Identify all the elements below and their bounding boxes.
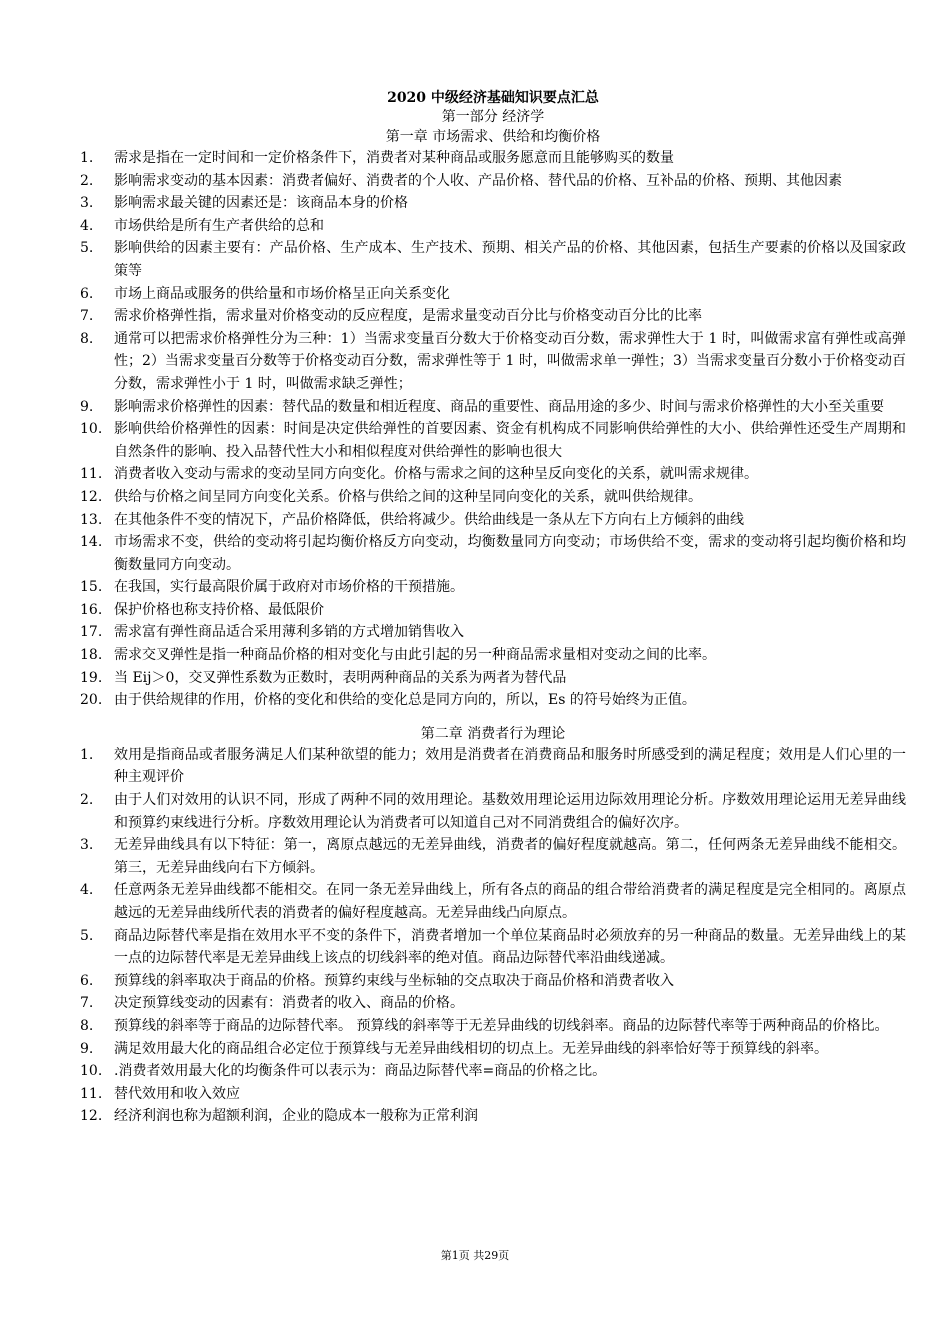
item-number: 10. [80,421,103,438]
chapter-1-list [80,147,906,712]
item-text: 替代效用和收入效应 [114,1085,240,1102]
list-item [80,744,906,789]
item-text: 影响需求变动的基本因素：消费者偏好、消费者的个人收、产品价格、替代品的价格、互补品的价格、预期、其他因素 [114,172,842,189]
item-text: 影响供给的因素主要有：产品价格、生产成本、生产技术、预期、相关产品的价格、其他因素，包括生产要素的价格以及国家政策等 [114,240,906,279]
item-text: 市场上商品或服务的供给量和市场价格呈正向关系变化 [114,285,450,302]
item-text: 需求是指在一定时间和一定价格条件下，消费者对某种商品或服务愿意而且能够购买的数量 [114,150,674,166]
chapter-2-title: 第二章 消费者行为理论 [420,725,566,742]
item-text: 预算线的斜率取决于商品的价格。预算约束线与坐标轴的交点取决于商品价格和消费者收入 [114,972,674,989]
list-item [80,834,906,879]
list-item [80,237,906,282]
item-number: 3. [80,837,94,854]
item-text: 通常可以把需求价格弹性分为三种：1）当需求变量百分数大于价格变动百分数，需求弹性大于 1 时，叫做需求富有弹性或高弹性；2）当需求变量百分数等于价格变动百分数，需求弹性等于 1 时，叫做需求单一弹性；3）当需求变量百分数小于价格变动百分数，需求弹性小于 1 时，叫做需求缺乏弹性； [114,330,906,392]
item-number: 14. [80,534,103,551]
item-number: 13. [80,511,103,528]
item-number: 11. [80,466,103,483]
item-text: 需求交叉弹性是指一种商品价格的相对变化与由此引起的另一种商品需求量相对变动之间的比率。 [114,647,716,664]
item-text: 消费者收入变动与需求的变动呈同方向变化。价格与需求之间的这种呈反向变化的关系，就叫需求规律。 [114,466,758,483]
item-text: 需求价格弹性指，需求量对价格变动的反应程度，是需求量变动百分比与价格变动百分比的比率 [114,308,702,325]
page-footer: 第1页 共29页 [440,1249,510,1262]
item-text: 市场供给是所有生产者供给的总和 [114,217,324,234]
item-number: 7. [80,308,94,325]
item-number: 4. [80,217,94,234]
item-text: 当 Eij＞0，交叉弹性系数为正数时，表明两种商品的关系为两者为替代品 [114,669,567,686]
item-text: 效用是指商品或者服务满足人们某种欲望的能力；效用是消费者在消费商品和服务时所感受到的满足程度；效用是人们心里的一种主观评价 [114,746,906,786]
list-item [80,992,906,1015]
chapter-1-title: 第一章 市场需求、供给和均衡价格 [385,129,601,145]
item-text: 需求富有弹性商品适合采用薄利多销的方式增加销售收入 [114,624,464,641]
document-title: 2020 中级经济基础知识要点汇总 [387,90,599,106]
item-number: 6. [80,285,94,302]
item-number: 3. [80,195,94,212]
item-text: 预算线的斜率等于商品的边际替代率。 预算线的斜率等于无差异曲线的切线斜率。商品的边际替代率等于两种商品的价格比。 [114,1017,889,1034]
item-number: 1. [80,746,94,763]
item-number: 10. [80,1063,103,1080]
item-text: 影响需求价格弹性的因素：替代品的数量和相近程度、商品的重要性、商品用途的多少、时间与需求价格弹性的大小至关重要 [114,398,884,415]
item-number: 9. [80,1040,94,1057]
item-text: 在我国，实行最高限价属于政府对市场价格的干预措施。 [114,579,464,596]
item-text: 满足效用最大化的商品组合必定位于预算线与无差异曲线相切的切点上。无差异曲线的斜率恰好等于预算线的斜率。 [114,1040,828,1057]
part-title: 第一部分 经济学 [441,109,545,125]
list-item [80,621,906,644]
item-number: 7. [80,995,94,1012]
document-body [80,89,906,1128]
item-text: 市场需求不变，供给的变动将引起均衡价格反方向变动，均衡数量同方向变动；市场供给不变，需求的变动将引起均衡价格和均衡数量同方向变动。 [114,534,906,573]
list-item [80,531,906,576]
item-text: 经济利润也称为超额利润，企业的隐成本一般称为正常利润 [114,1108,478,1125]
item-text: 由于人们对效用的认识不同，形成了两种不同的效用理论。基数效用理论运用边际效用理论分析。序数效用理论运用无差异曲线和预算约束线进行分析。序数效用理论认为消费者可以知道自己对不同消费组合的偏好次序。 [114,792,906,831]
item-number: 1. [80,150,94,166]
list-item [80,1060,906,1083]
item-number: 4. [80,882,94,899]
list-item [80,925,906,970]
item-text: 无差异曲线具有以下特征：第一，离原点越远的无差异曲线，消费者的偏好程度就越高。第二，任何两条无差异曲线不能相交。第三，无差异曲线向右下方倾斜。 [114,837,906,876]
item-number: 12. [80,488,103,505]
item-text: 影响供给价格弹性的因素：时间是决定供给弹性的首要因素、资金有机构成不同影响供给弹性的大小、供给弹性还受生产周期和自然条件的影响、投入品替代性大小和相似程度对供给弹性的影响也很大 [114,421,906,460]
list-item [80,328,906,396]
item-text: 由于供给规律的作用，价格的变化和供给的变化总是同方向的，所以，Es 的符号始终为正值。 [114,692,696,709]
list-item [80,215,906,238]
item-number: 2. [80,792,94,809]
list-item [80,1083,906,1106]
item-text: 保护价格也称支持价格、最低限价 [114,601,324,618]
item-text: 任意两条无差异曲线都不能相交。在同一条无差异曲线上，所有各点的商品的组合带给消费者的满足程度是完全相同的。离原点越远的无差异曲线所代表的消费者的偏好程度越高。无差异曲线凸向原点。 [114,882,906,921]
item-text: .消费者效用最大化的均衡条件可以表示为：商品边际替代率=商品的价格之比。 [114,1063,607,1080]
item-number: 18. [80,647,103,664]
list-item [80,418,906,463]
item-number: 19. [80,669,103,686]
item-number: 8. [80,330,94,347]
item-text: 决定预算线变动的因素有：消费者的收入、商品的价格。 [114,995,464,1012]
item-number: 2. [80,172,94,189]
item-number: 6. [80,972,94,989]
list-item [80,576,906,599]
item-number: 15. [80,579,103,596]
list-item [80,486,906,509]
list-item [80,305,906,328]
list-item [80,879,906,924]
item-text: 影响需求最关键的因素还是：该商品本身的价格 [114,195,408,212]
item-number: 5. [80,927,94,944]
list-item [80,789,906,834]
item-text: 商品边际替代率是指在效用水平不变的条件下，消费者增加一个单位某商品时必须放弃的另一种商品的数量。无差异曲线上的某一点的边际替代率是无差异曲线上该点的切线斜率的绝对值。商品边际替代率沿曲线递减。 [114,927,906,967]
item-text: 供给与价格之间呈同方向变化关系。价格与供给之间的这种呈同向变化的关系，就叫供给规律。 [114,488,702,505]
item-number: 16. [80,601,103,618]
item-number: 11. [80,1085,103,1102]
list-item [80,192,906,215]
item-number: 8. [80,1017,94,1034]
list-item [80,1105,906,1128]
list-item [80,396,906,419]
list-item [80,1015,906,1038]
list-item [80,463,906,486]
chapter-2-list [80,744,906,1128]
item-number: 17. [80,624,103,641]
item-number: 5. [80,240,94,257]
item-number: 9. [80,398,94,415]
list-item [80,509,906,532]
item-number: 12. [80,1108,103,1125]
list-item [80,599,906,622]
list-item [80,1038,906,1061]
list-item [80,644,906,667]
item-text: 在其他条件不变的情况下，产品价格降低，供给将减少。供给曲线是一条从左下方向右上方倾斜的曲线 [114,511,744,528]
list-item [80,170,906,193]
list-item [80,667,906,690]
list-item [80,970,906,993]
list-item [80,689,906,712]
item-number: 20. [80,692,103,709]
list-item [80,147,906,170]
list-item [80,283,906,306]
